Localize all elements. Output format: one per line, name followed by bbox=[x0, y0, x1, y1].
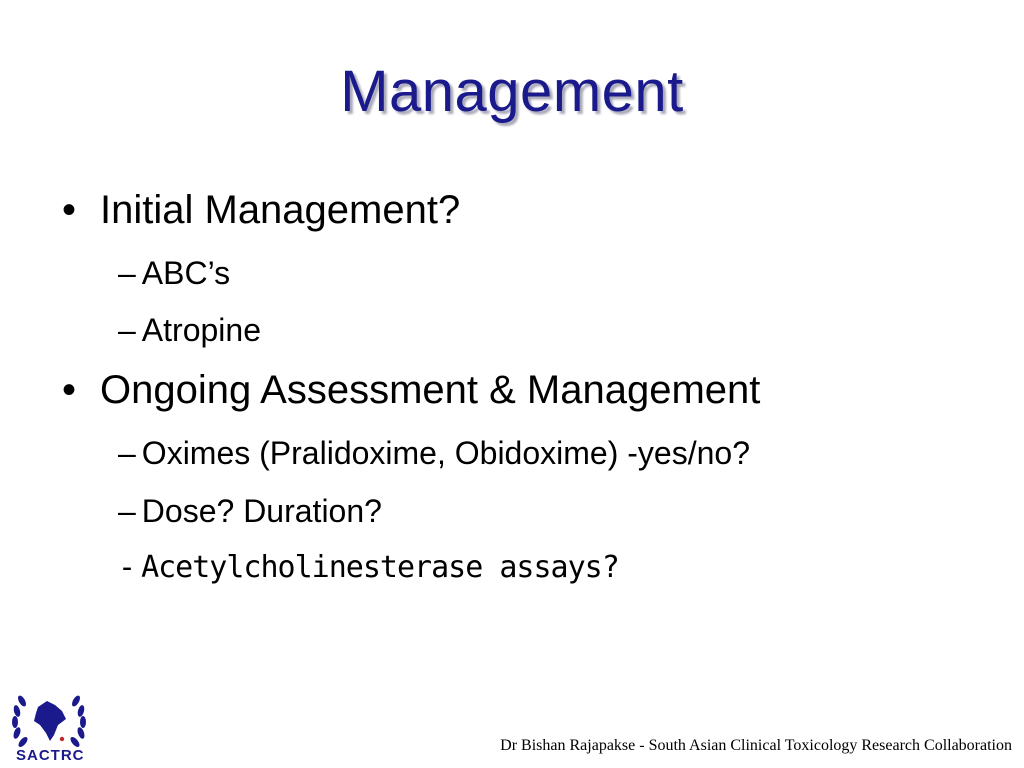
subbullet-dose-duration bbox=[118, 493, 382, 530]
dash-marker: – bbox=[118, 255, 136, 291]
subbullet-text: Oximes (Pralidoxime, Obidoxime) -yes/no? bbox=[141, 435, 750, 471]
logo-text: SACTRC bbox=[16, 747, 85, 764]
subbullet-acetylcholinesterase bbox=[118, 550, 619, 585]
dash-marker: – bbox=[118, 493, 136, 529]
dash-marker: - bbox=[118, 550, 136, 585]
dash-marker: – bbox=[118, 312, 136, 348]
footer-credit: Dr Bishan Rajapakse - South Asian Clinical Toxicology Research Collaboration bbox=[500, 737, 1012, 754]
bullet-initial-management bbox=[62, 188, 460, 233]
dash-marker: – bbox=[118, 435, 136, 471]
bullet-text: Ongoing Assessment & Management bbox=[100, 368, 761, 412]
subbullet-text: Dose? Duration? bbox=[141, 493, 382, 529]
slide-title: Management bbox=[340, 59, 684, 124]
bullet-marker: • bbox=[62, 368, 77, 412]
subbullet-text: ABC’s bbox=[141, 255, 231, 291]
subbullet-text: Acetylcholinesterase assays? bbox=[141, 550, 619, 585]
bullet-marker: • bbox=[62, 188, 77, 232]
subbullet-abcs bbox=[118, 255, 230, 292]
subbullet-atropine bbox=[118, 312, 261, 349]
bullet-text: Initial Management? bbox=[100, 188, 461, 232]
subbullet-text: Atropine bbox=[141, 312, 261, 348]
bullet-ongoing-assessment bbox=[62, 368, 760, 413]
subbullet-oximes bbox=[118, 435, 750, 472]
